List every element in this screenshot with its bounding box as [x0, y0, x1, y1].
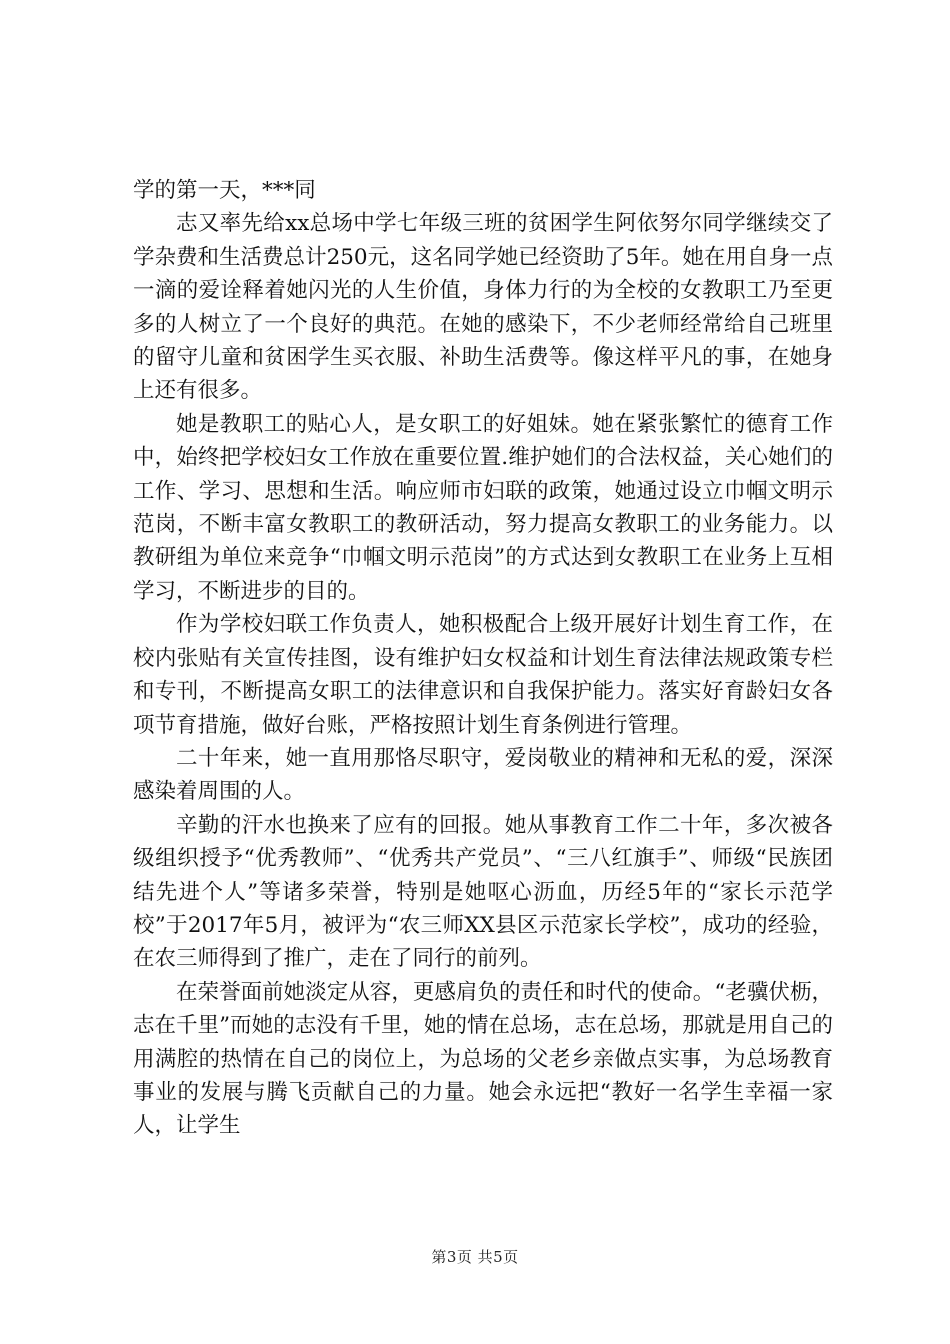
- paragraph-4: 作为学校妇联工作负责人，她积极配合上级开展好计划生育工作，在校内张贴有关宣传挂图，设有维护妇女权益和计划生育法律法规政策专栏和专刊，不断提高女职工的法律意识和自我保护能力。落实好育龄妇女各项节育措施，做好台账，严格按照计划生育条例进行管理。: [133, 612, 833, 738]
- paragraph-6: 辛勤的汗水也换来了应有的回报。她从事教育工作二十年，多次被各级组织授予“优秀教师”、“优秀共产党员”、“三八红旗手”、师级“民族团结先进个人”等诸多荣誉，特别是她呕心沥血，历经5年的“家长示范学校”于2017年5月，被评为“农三师XX县区示范家长学校”，成功的经验，在农三师得到了推广，走在了同行的前列。: [133, 812, 833, 972]
- page-number-footer: 第3页 共5页: [431, 1248, 519, 1266]
- paragraph-1: 学的第一天，***同: [133, 178, 316, 203]
- paragraph-3: 她是教职工的贴心人，是女职工的好姐妹。她在紧张繁忙的德育工作中，始终把学校妇女工作放在重要位置.维护她们的合法权益，关心她们的工作、学习、思想和生活。响应师市妇联的政策，她通过设立巾帼文明示范岗，不断丰富女教职工的教研活动，努力提高女教职工的业务能力。以教研组为单位来竞争“巾帼文明示范岗”的方式达到女教职工在业务上互相学习，不断进步的目的。: [133, 411, 833, 604]
- document-body: [133, 174, 833, 1143]
- paragraph-2: 志又率先给xx总场中学七年级三班的贫困学生阿依努尔同学继续交了学杂费和生活费总计250元，这名同学她已经资助了5年。她在用自身一点一滴的爱诠释着她闪光的人生价值，身体力行的为全校的女教职工乃至更多的人树立了一个良好的典范。在她的感染下，不少老师经常给自己班里的留守儿童和贫困学生买衣服、补助生活费等。像这样平凡的事，在她身上还有很多。: [133, 211, 833, 404]
- paragraph-7: 在荣誉面前她淡定从容，更感肩负的责任和时代的使命。“老骥伏枥，志在千里”而她的志没有千里，她的情在总场，志在总场，那就是用自己的用满腔的热情在自己的岗位上，为总场的父老乡亲做点实事，为总场教育事业的发展与腾飞贡献自己的力量。她会永远把“教好一名学生幸福一家人，让学生: [133, 979, 833, 1139]
- paragraph-5: 二十年来，她一直用那恪尽职守，爱岗敬业的精神和无私的爱，深深感染着周围的人。: [133, 745, 833, 805]
